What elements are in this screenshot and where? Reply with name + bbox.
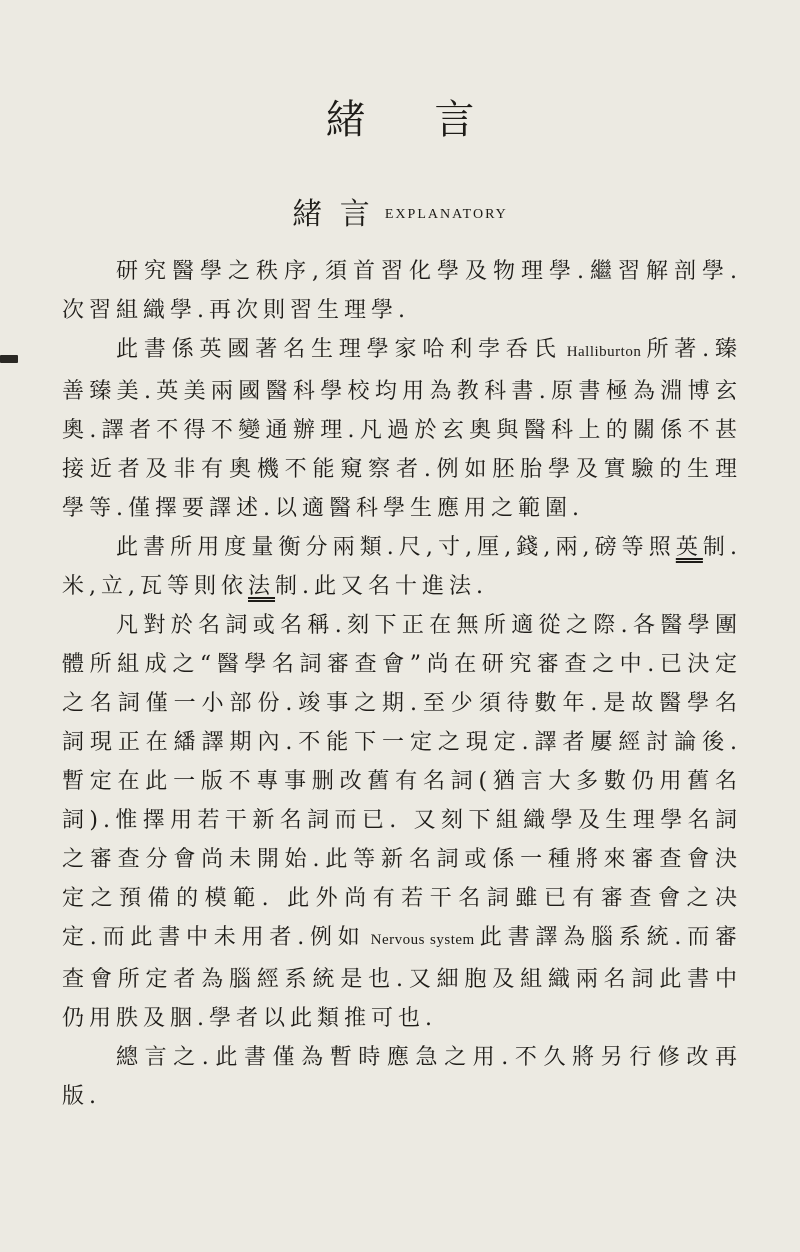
section-title-english: EXPLANATORY (384, 207, 508, 222)
paragraph (62, 1038, 742, 1116)
running-head: 緒 言 (325, 97, 503, 143)
paragraph-text: 研究醫學之秩序,須首習化學及物理學.繼習解剖學.次習組織學.再次則習生理學. (62, 259, 742, 323)
paragraph-text: 此書譯為腦系統.而審查會所定者為腦經系統是也.又細胞及組織兩名詞此書中仍用胅及胭.學者以此類推可也. (62, 925, 742, 1031)
emphasized-term: 英 (675, 535, 703, 560)
english-term: Halliburton (561, 344, 647, 360)
paragraph-text: 制.此又名十進法. (275, 574, 489, 599)
section-title-chinese: 緒 言 (292, 197, 374, 232)
paragraph (62, 330, 742, 528)
paragraph-text: 此書係英國著名生理學家哈利孛呑氏 (116, 337, 562, 362)
paragraph-text: 總言之.此書僅為暫時應急之用.不久將另行修改再版. (62, 1045, 742, 1109)
paragraph-text: 此書所用度量衡分兩類.尺,寸,厘,錢,兩,磅等照 (116, 535, 676, 560)
paragraph-text: 凡對於名詞或名稱.刻下正在無所適從之際.各醫學團體所組成之“醫學名詞審查會”尚在研究審查之中.已決定之名詞僅一小部份.竣事之期.至少須待數年.是故醫學名詞現正在繙譯期內.不能下一定之現定.譯者屢經討論後.暫定在此一版不專事删改舊有名詞(猶言大多數仍用舊名詞).惟擇用若干新名詞而已. 又刻下組織學及生理學名詞之審查分會尚未開始.此等新名詞或係一種將來審查會決定之預備的模範. 此外尚有若干名詞雖已有審查會之决定.而此書中未用者.例如 (62, 613, 742, 950)
section-title (0, 197, 800, 232)
paragraph (62, 528, 742, 606)
paragraph (62, 606, 742, 1038)
body-text (62, 252, 742, 1116)
english-term: Nervous system (365, 932, 480, 948)
emphasized-term: 法 (248, 574, 276, 599)
paragraph-text: 所著.臻善臻美.英美兩國醫科學校均用為教科書.原書極為淵博玄奧.譯者不得不變通辦理.凡過於玄奧與醫科上的關係不甚接近者及非有奧機不能窺察者.例如胚胎學及實驗的生理學等.僅擇要譯述.以適醫科學生應用之範圍. (62, 337, 742, 521)
paragraph-text: 制.米,立,瓦等則依 (62, 535, 742, 599)
page-edge-mark (0, 355, 18, 363)
paragraph (62, 252, 742, 330)
